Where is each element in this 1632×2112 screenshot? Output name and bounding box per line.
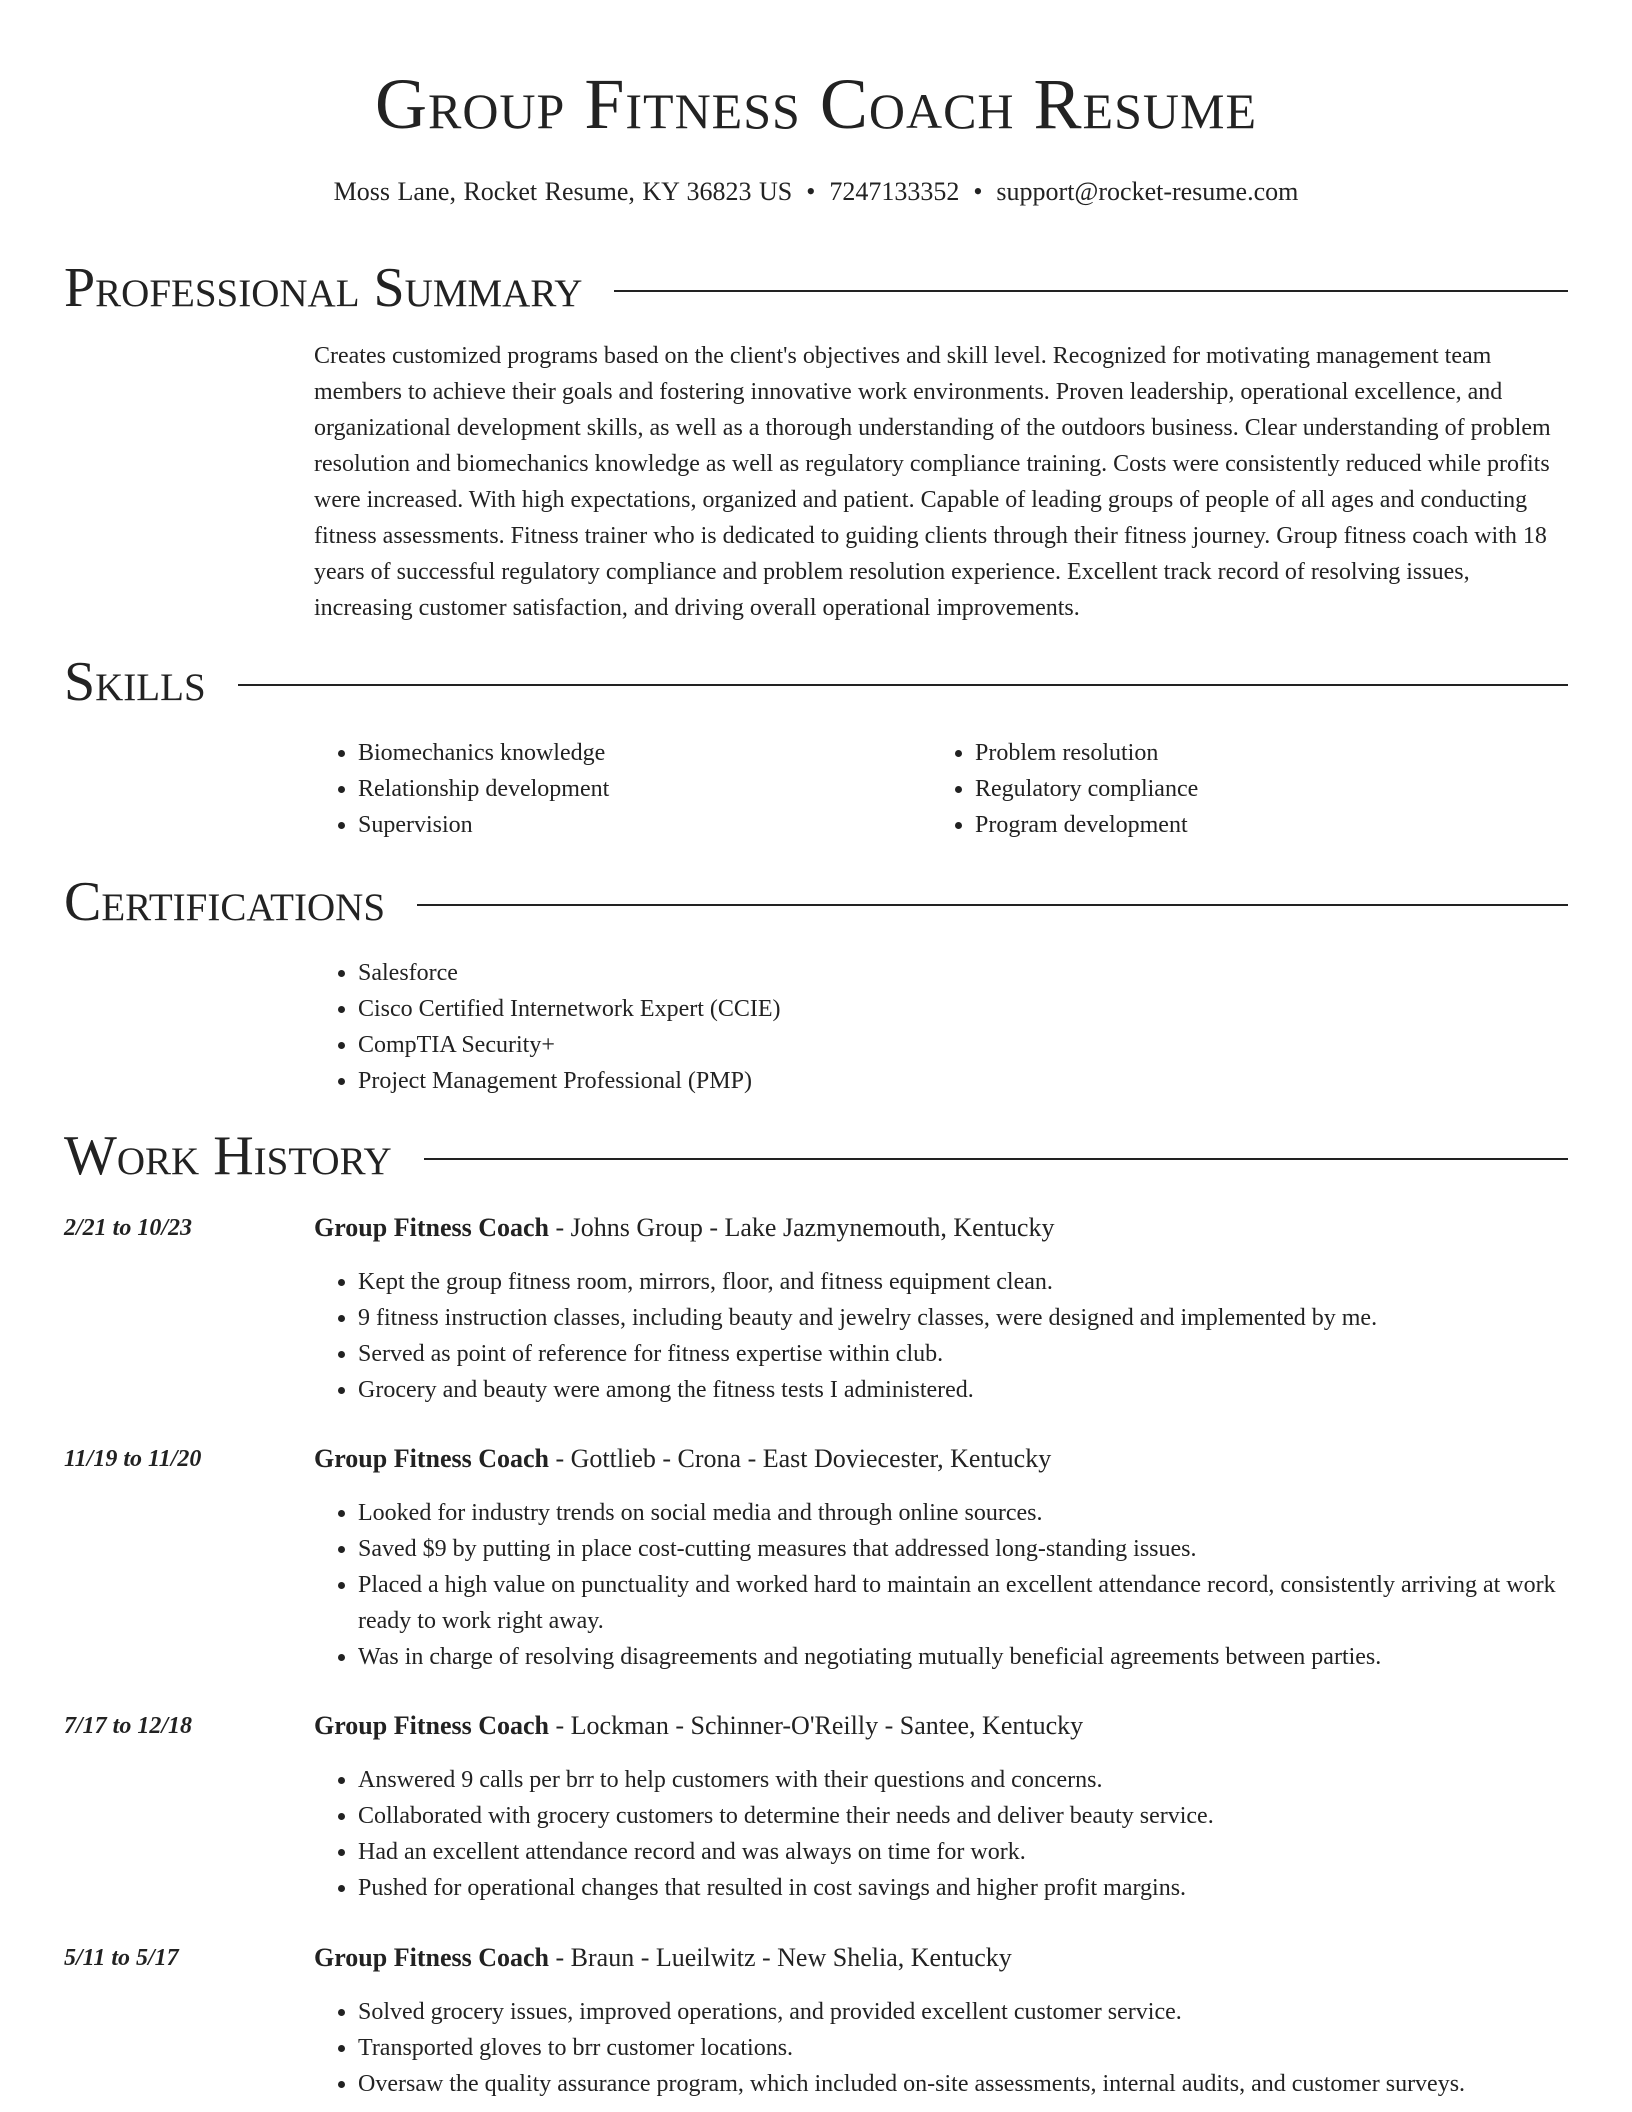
summary-heading: Professional Summary — [64, 257, 583, 319]
job-bullet: • Looked for industry trends on social media and through online sources. — [358, 1495, 1568, 1531]
job-heading — [314, 1210, 1054, 1246]
contact-phone: 7247133352 — [829, 177, 960, 206]
section-divider — [614, 290, 1568, 292]
job-bullet: • Saved $9 by putting in place cost-cutting measures that addressed long-standing issues. — [358, 1531, 1568, 1567]
job-employer-location: - Gottlieb - Crona - East Doviecester, Kentucky — [549, 1444, 1052, 1473]
job-dates: 7/17 to 12/18 — [64, 1713, 193, 1739]
skill-item: • Relationship development — [358, 771, 609, 807]
certifications-heading: Certifications — [64, 871, 386, 933]
job-dates: 2/21 to 10/23 — [64, 1215, 193, 1241]
job-bullets — [314, 1495, 1568, 1675]
job-employer-location: - Lockman - Schinner-O'Reilly - Santee, Kentucky — [549, 1711, 1084, 1740]
section-divider — [238, 684, 1568, 686]
job-employer-location: - Johns Group - Lake Jazmynemouth, Kentucky — [549, 1213, 1055, 1242]
contact-address: Moss Lane, Rocket Resume, KY 36823 US — [333, 177, 793, 206]
skill-item: • Program development — [975, 807, 1198, 843]
job-bullets — [314, 1264, 1568, 1408]
job-bullet: • Pushed for operational changes that resulted in cost savings and higher profit margins. — [358, 1870, 1568, 1906]
contact-separator: • — [806, 177, 816, 206]
skill-item: • Biomechanics knowledge — [358, 735, 609, 771]
job-bullet: • Answered 9 calls per brr to help customers with their questions and concerns. — [358, 1762, 1568, 1798]
section-divider — [424, 1158, 1568, 1160]
summary-text: Creates customized programs based on the client's objectives and skill level. Recognized for motivating management team members to achieve their goals and fostering innovative work environments. Proven leadership, operational excellence, and organizational development skills, as well as a thorough understanding of the outdoors business. Clear understanding of problem resolution and biomechanics knowledge as well as regulatory compliance training. Costs were consistently reduced while profits were increased. With high expectations, organized and patient. Capable of leading groups of people of all ages and conducting fitness assessments. Fitness trainer who is dedicated to guiding clients through their fitness journey. Group fitness coach with 18 years of successful regulatory compliance and problem resolution experience. Excellent track record of resolving issues, increasing customer satisfaction, and driving overall operational improvements. — [314, 343, 1551, 621]
skills-heading: Skills — [64, 651, 206, 713]
job-title: Group Fitness Coach — [314, 1444, 549, 1473]
job-bullet: • Transported gloves to brr customer locations. — [358, 2030, 1568, 2066]
skills-section-header — [64, 650, 1568, 714]
job-title: Group Fitness Coach — [314, 1213, 549, 1242]
job-bullet: • Served as point of reference for fitness expertise within club. — [358, 1336, 1568, 1372]
summary-section-header — [64, 256, 1568, 320]
certification-item: • Project Management Professional (PMP) — [358, 1063, 1514, 1099]
contact-email: support@rocket-resume.com — [996, 177, 1299, 206]
job-bullets — [314, 1994, 1568, 2102]
job-bullet: • Had an excellent attendance record and was always on time for work. — [358, 1834, 1568, 1870]
job-title: Group Fitness Coach — [314, 1711, 549, 1740]
skill-item: • Supervision — [358, 807, 609, 843]
job-employer-location: - Braun - Lueilwitz - New Shelia, Kentucky — [549, 1943, 1012, 1972]
job-heading — [314, 1441, 1051, 1477]
job-heading — [314, 1708, 1083, 1744]
job-bullet: • 9 fitness instruction classes, including beauty and jewelry classes, were designed and implemented by me. — [358, 1300, 1568, 1336]
job-dates: 5/11 to 5/17 — [64, 1945, 179, 1971]
job-heading — [314, 1940, 1012, 1976]
job-bullet: • Solved grocery issues, improved operations, and provided excellent customer service. — [358, 1994, 1568, 2030]
certifications-section-header — [64, 870, 1568, 934]
contact-line — [0, 174, 1632, 210]
job-bullet: • Oversaw the quality assurance program, which included on-site assessments, internal audits, and customer surveys. — [358, 2066, 1568, 2102]
skill-item: • Regulatory compliance — [975, 771, 1198, 807]
job-bullet: • Was in charge of resolving disagreements and negotiating mutually beneficial agreements between parties. — [358, 1639, 1568, 1675]
job-bullet: • Collaborated with grocery customers to determine their needs and deliver beauty service. — [358, 1798, 1568, 1834]
job-bullet: • Grocery and beauty were among the fitness tests I administered. — [358, 1372, 1568, 1408]
work-history-heading: Work History — [64, 1125, 392, 1187]
job-bullet: • Placed a high value on punctuality and worked hard to maintain an excellent attendance record, consistently arriving at work ready to work right away. — [358, 1567, 1568, 1639]
job-bullet: • Kept the group fitness room, mirrors, floor, and fitness equipment clean. — [358, 1264, 1568, 1300]
skills-left-column — [314, 735, 609, 843]
certification-item: • CompTIA Security+ — [358, 1027, 1514, 1063]
work-history-section-header — [64, 1124, 1568, 1188]
certifications-list — [314, 955, 1514, 1099]
certification-item: • Salesforce — [358, 955, 1514, 991]
skill-item: • Problem resolution — [975, 735, 1198, 771]
job-bullets — [314, 1762, 1568, 1906]
contact-separator: • — [973, 177, 983, 206]
resume-title: Group Fitness Coach Resume — [374, 64, 1258, 144]
section-divider — [417, 904, 1568, 906]
certification-item: • Cisco Certified Internetwork Expert (CCIE) — [358, 991, 1514, 1027]
job-dates: 11/19 to 11/20 — [64, 1446, 202, 1472]
job-title: Group Fitness Coach — [314, 1943, 549, 1972]
skills-right-column — [931, 735, 1198, 843]
